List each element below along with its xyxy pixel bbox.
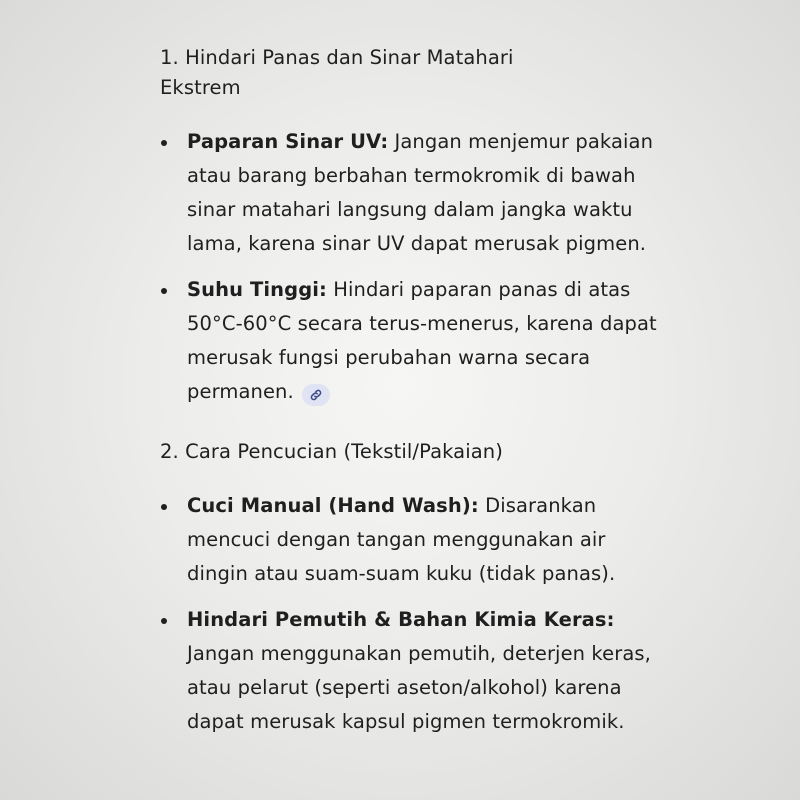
section-heading-2: 2. Cara Pencucian (Tekstil/Pakaian) <box>160 440 503 463</box>
bullet-list-2 <box>160 489 660 739</box>
item-text: Jangan menjemur pakaian atau barang berbahan termokromik di bawah sinar matahari langsung dalam jangka waktu lama, karena sinar UV dapat merusak pigmen. <box>187 130 654 255</box>
item-term: Suhu Tinggi: <box>187 278 327 301</box>
list-item <box>160 489 660 591</box>
item-text: Hindari paparan panas di atas 50°C-60°C secara terus-menerus, karena dapat merusak fungsi perubahan warna secara permanen. <box>187 278 657 403</box>
item-text: Disarankan mencuci dengan tangan menggunakan air dingin atau suam-suam kuku (tidak panas). <box>187 494 616 585</box>
list-item <box>160 125 660 261</box>
list-item <box>160 273 660 409</box>
section-heading-1-line2: Ekstrem <box>160 76 241 99</box>
item-term: Paparan Sinar UV: <box>187 130 389 153</box>
source-link-button[interactable] <box>302 384 330 406</box>
bullet-list-1 <box>160 125 660 409</box>
item-term: Hindari Pemutih & Bahan Kimia Keras: <box>187 608 615 631</box>
response-content <box>160 43 660 739</box>
item-text: Jangan menggunakan pemutih, deterjen keras, atau pelarut (seperti aseton/alkohol) karena dapat merusak kapsul pigmen termokromik. <box>187 642 651 733</box>
list-item <box>160 603 660 739</box>
section-heading-1-line1: 1. Hindari Panas dan Sinar Matahari <box>160 46 514 69</box>
item-term: Cuci Manual (Hand Wash): <box>187 494 479 517</box>
section-heading-1 <box>160 43 660 103</box>
link-icon <box>309 388 323 402</box>
